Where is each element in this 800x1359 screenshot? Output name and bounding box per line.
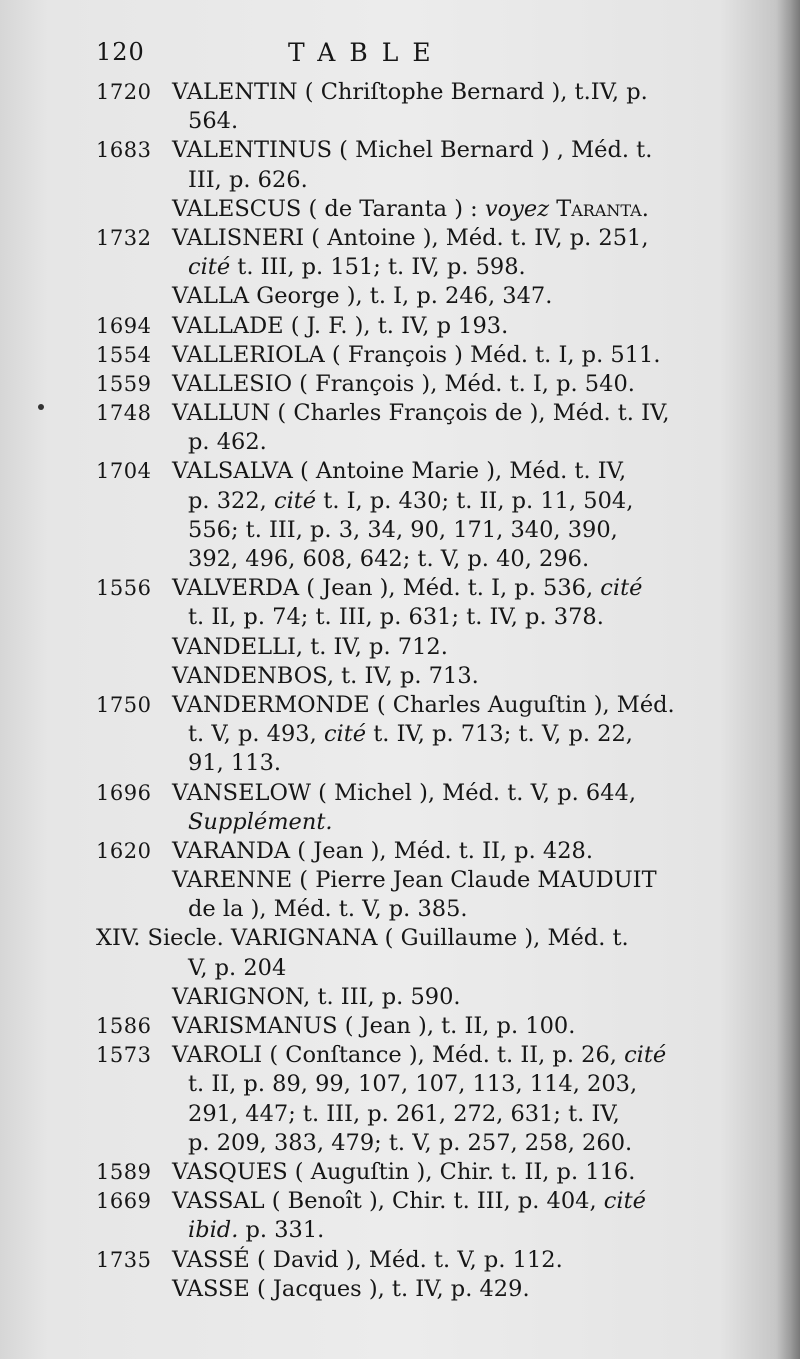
entry-text: t. II, p. 89, 99, 107, 107, 113, 114, 203, [188,1071,638,1098]
page-header-title: TABLE [288,38,445,67]
index-entry [96,779,736,837]
entry-continuation-line [96,1070,736,1099]
entry-year: 1694 [96,313,152,338]
entry-text: 556; t. III, p. 3, 34, 90, 171, 340, 390, [188,516,618,543]
entry-text: ibid. p. 331. [188,1217,325,1244]
index-entry [96,1246,736,1275]
index-entry [96,312,736,341]
entry-year: 1696 [96,780,152,805]
index-entry [96,282,736,311]
entry-text: p. 322, cité t. I, p. 430; t. II, p. 11, 504, [188,487,634,514]
index-entry [96,1012,736,1041]
entry-text: VAROLI ( Conſtance ), Méd. t. II, p. 26, cité [172,1042,667,1069]
entry-year: 1683 [96,138,152,163]
index-entry [96,195,736,224]
index-entry [96,866,736,924]
entry-continuation-line [96,253,736,282]
entry-text: Supplément. [188,808,333,835]
running-head [96,38,736,78]
entry-text: VANDERMONDE ( Charles Auguſtin ), Méd. [172,691,675,718]
entry-year: 1735 [96,1247,152,1272]
index-entry [96,662,736,691]
entry-text: VASSAL ( Benoît ), Chir. t. III, p. 404, cité [172,1188,646,1215]
entry-first-line [96,1158,736,1187]
entry-first-line [96,224,736,253]
index-entry [96,370,736,399]
entry-continuation-line [96,808,736,837]
entry-year: 1720 [96,80,152,104]
entry-year: 1620 [96,838,152,863]
entry-text: VANSELOW ( Michel ), Méd. t. V, p. 644, [172,779,636,806]
entry-text: p. 462. [188,429,267,456]
index-entry [96,341,736,370]
index-entry [96,837,736,866]
entry-text: 91, 113. [188,750,282,777]
entry-text: VALISNERI ( Antoine ), Méd. t. IV, p. 251, [172,224,649,251]
entry-continuation-line [96,1216,736,1245]
index-entry [96,633,736,662]
entry-text: t. V, p. 493, cité t. IV, p. 713; t. V, p. 22, [188,721,633,748]
entry-year: 1573 [96,1043,152,1068]
entry-first-line [96,195,736,224]
entry-text: VALLERIOLA ( François ) Méd. t. I, p. 511. [172,341,661,368]
entry-first-line [96,457,736,486]
entry-continuation-line [96,166,736,195]
index-entry [96,924,736,982]
entry-year: 1669 [96,1189,152,1214]
entry-first-line [96,983,736,1012]
entry-first-line [96,574,736,603]
entry-continuation-line [96,1129,736,1158]
entry-continuation-line [96,603,736,632]
entry-year: 1748 [96,401,152,426]
entry-first-line [96,341,736,370]
entry-continuation-line [96,720,736,749]
entry-continuation-line [96,1100,736,1129]
entry-first-line [96,779,736,808]
entry-text: 392, 496, 608, 642; t. V, p. 40, 296. [188,546,590,572]
entry-text: XIV. Siecle. VARIGNANA ( Guillaume ), Méd. t. [96,925,629,952]
entry-text: 564. [188,108,239,135]
index-entry [96,136,736,194]
index-entry [96,1041,736,1158]
entry-text: 291, 447; t. III, p. 261, 272, 631; t. IV, [188,1100,620,1127]
entry-first-line [96,633,736,662]
entry-year: 1554 [96,342,152,367]
page-gutter-shadow [776,0,800,1359]
index-entry [96,574,736,632]
entry-continuation-line [96,516,736,545]
index-entry [96,78,736,136]
page-number: 120 [96,38,145,66]
entry-first-line [96,924,736,953]
entry-continuation-line [96,545,736,574]
index-entry [96,691,736,779]
entry-year: 1556 [96,576,152,601]
entry-text: VALSALVA ( Antoine Marie ), Méd. t. IV, [172,458,627,485]
ink-speck [38,404,44,410]
index-entry [96,1187,736,1245]
entry-text: VASSE ( Jacques ), t. IV, p. 429. [172,1275,530,1302]
entry-continuation-line [96,107,736,136]
entry-first-line [96,136,736,165]
entry-year: 1589 [96,1159,152,1184]
entry-text: VALENTINUS ( Michel Bernard ) , Méd. t. [172,137,653,164]
index-entry [96,399,736,457]
entry-text: V, p. 204 [188,954,287,981]
entry-text: p. 209, 383, 479; t. V, p. 257, 258, 260. [188,1129,633,1156]
entry-text: VARIGNON, t. III, p. 590. [172,983,461,1010]
index-entry [96,983,736,1012]
entry-first-line [96,837,736,866]
entry-first-line [96,282,736,311]
entry-text: VALLADE ( J. F. ), t. IV, p 193. [172,312,509,339]
entry-first-line [96,662,736,691]
entry-first-line [96,1187,736,1216]
entry-first-line [96,1275,736,1304]
entry-text: VARANDA ( Jean ), Méd. t. II, p. 428. [172,837,593,864]
entry-continuation-line [96,895,736,924]
entry-text: VALLA George ), t. I, p. 246, 347. [172,283,553,310]
entry-continuation-line [96,749,736,778]
index-entry [96,224,736,282]
entry-text: VANDELLI, t. IV, p. 712. [172,633,448,660]
entry-first-line [96,399,736,428]
entry-text: VALLESIO ( François ), Méd. t. I, p. 540. [172,370,635,397]
entry-text: de la ), Méd. t. V, p. 385. [188,896,468,923]
index-entry [96,1158,736,1187]
entry-text: III, p. 626. [188,166,308,193]
entry-text: VARISMANUS ( Jean ), t. II, p. 100. [172,1013,576,1039]
entry-first-line [96,312,736,341]
index-entry [96,457,736,574]
entry-text: VASSÉ ( David ), Méd. t. V, p. 112. [172,1246,563,1273]
entry-continuation-line [96,428,736,457]
entry-continuation-line [96,954,736,983]
entry-first-line [96,866,736,895]
entry-year: 1732 [96,225,152,250]
entry-year: 1750 [96,692,152,717]
entry-first-line [96,78,736,107]
entry-text: cité t. III, p. 151; t. IV, p. 598. [188,254,526,281]
index-entries [96,78,736,1304]
entry-text: VASQUES ( Auguſtin ), Chir. t. II, p. 116. [172,1158,636,1185]
entry-text: VALESCUS ( de Taranta ) : voyez Taranta. [172,195,649,222]
entry-text: VALLUN ( Charles François de ), Méd. t. IV, [172,400,670,427]
entry-year: 1586 [96,1014,152,1038]
entry-first-line [96,1246,736,1275]
entry-year: 1704 [96,459,152,484]
entry-first-line [96,370,736,399]
entry-first-line [96,1012,736,1041]
entry-text: t. II, p. 74; t. III, p. 631; t. IV, p. 378. [188,604,604,631]
entry-continuation-line [96,487,736,516]
index-entry [96,1275,736,1304]
entry-text: VALVERDA ( Jean ), Méd. t. I, p. 536, cité [172,575,643,602]
entry-year: 1559 [96,371,152,396]
entry-text: VANDENBOS, t. IV, p. 713. [172,662,479,689]
entry-first-line [96,691,736,720]
entry-text: VARENNE ( Pierre Jean Claude MAUDUIT [172,867,657,894]
entry-text: VALENTIN ( Chriſtophe Bernard ), t.IV, p. [172,79,648,105]
entry-first-line [96,1041,736,1070]
